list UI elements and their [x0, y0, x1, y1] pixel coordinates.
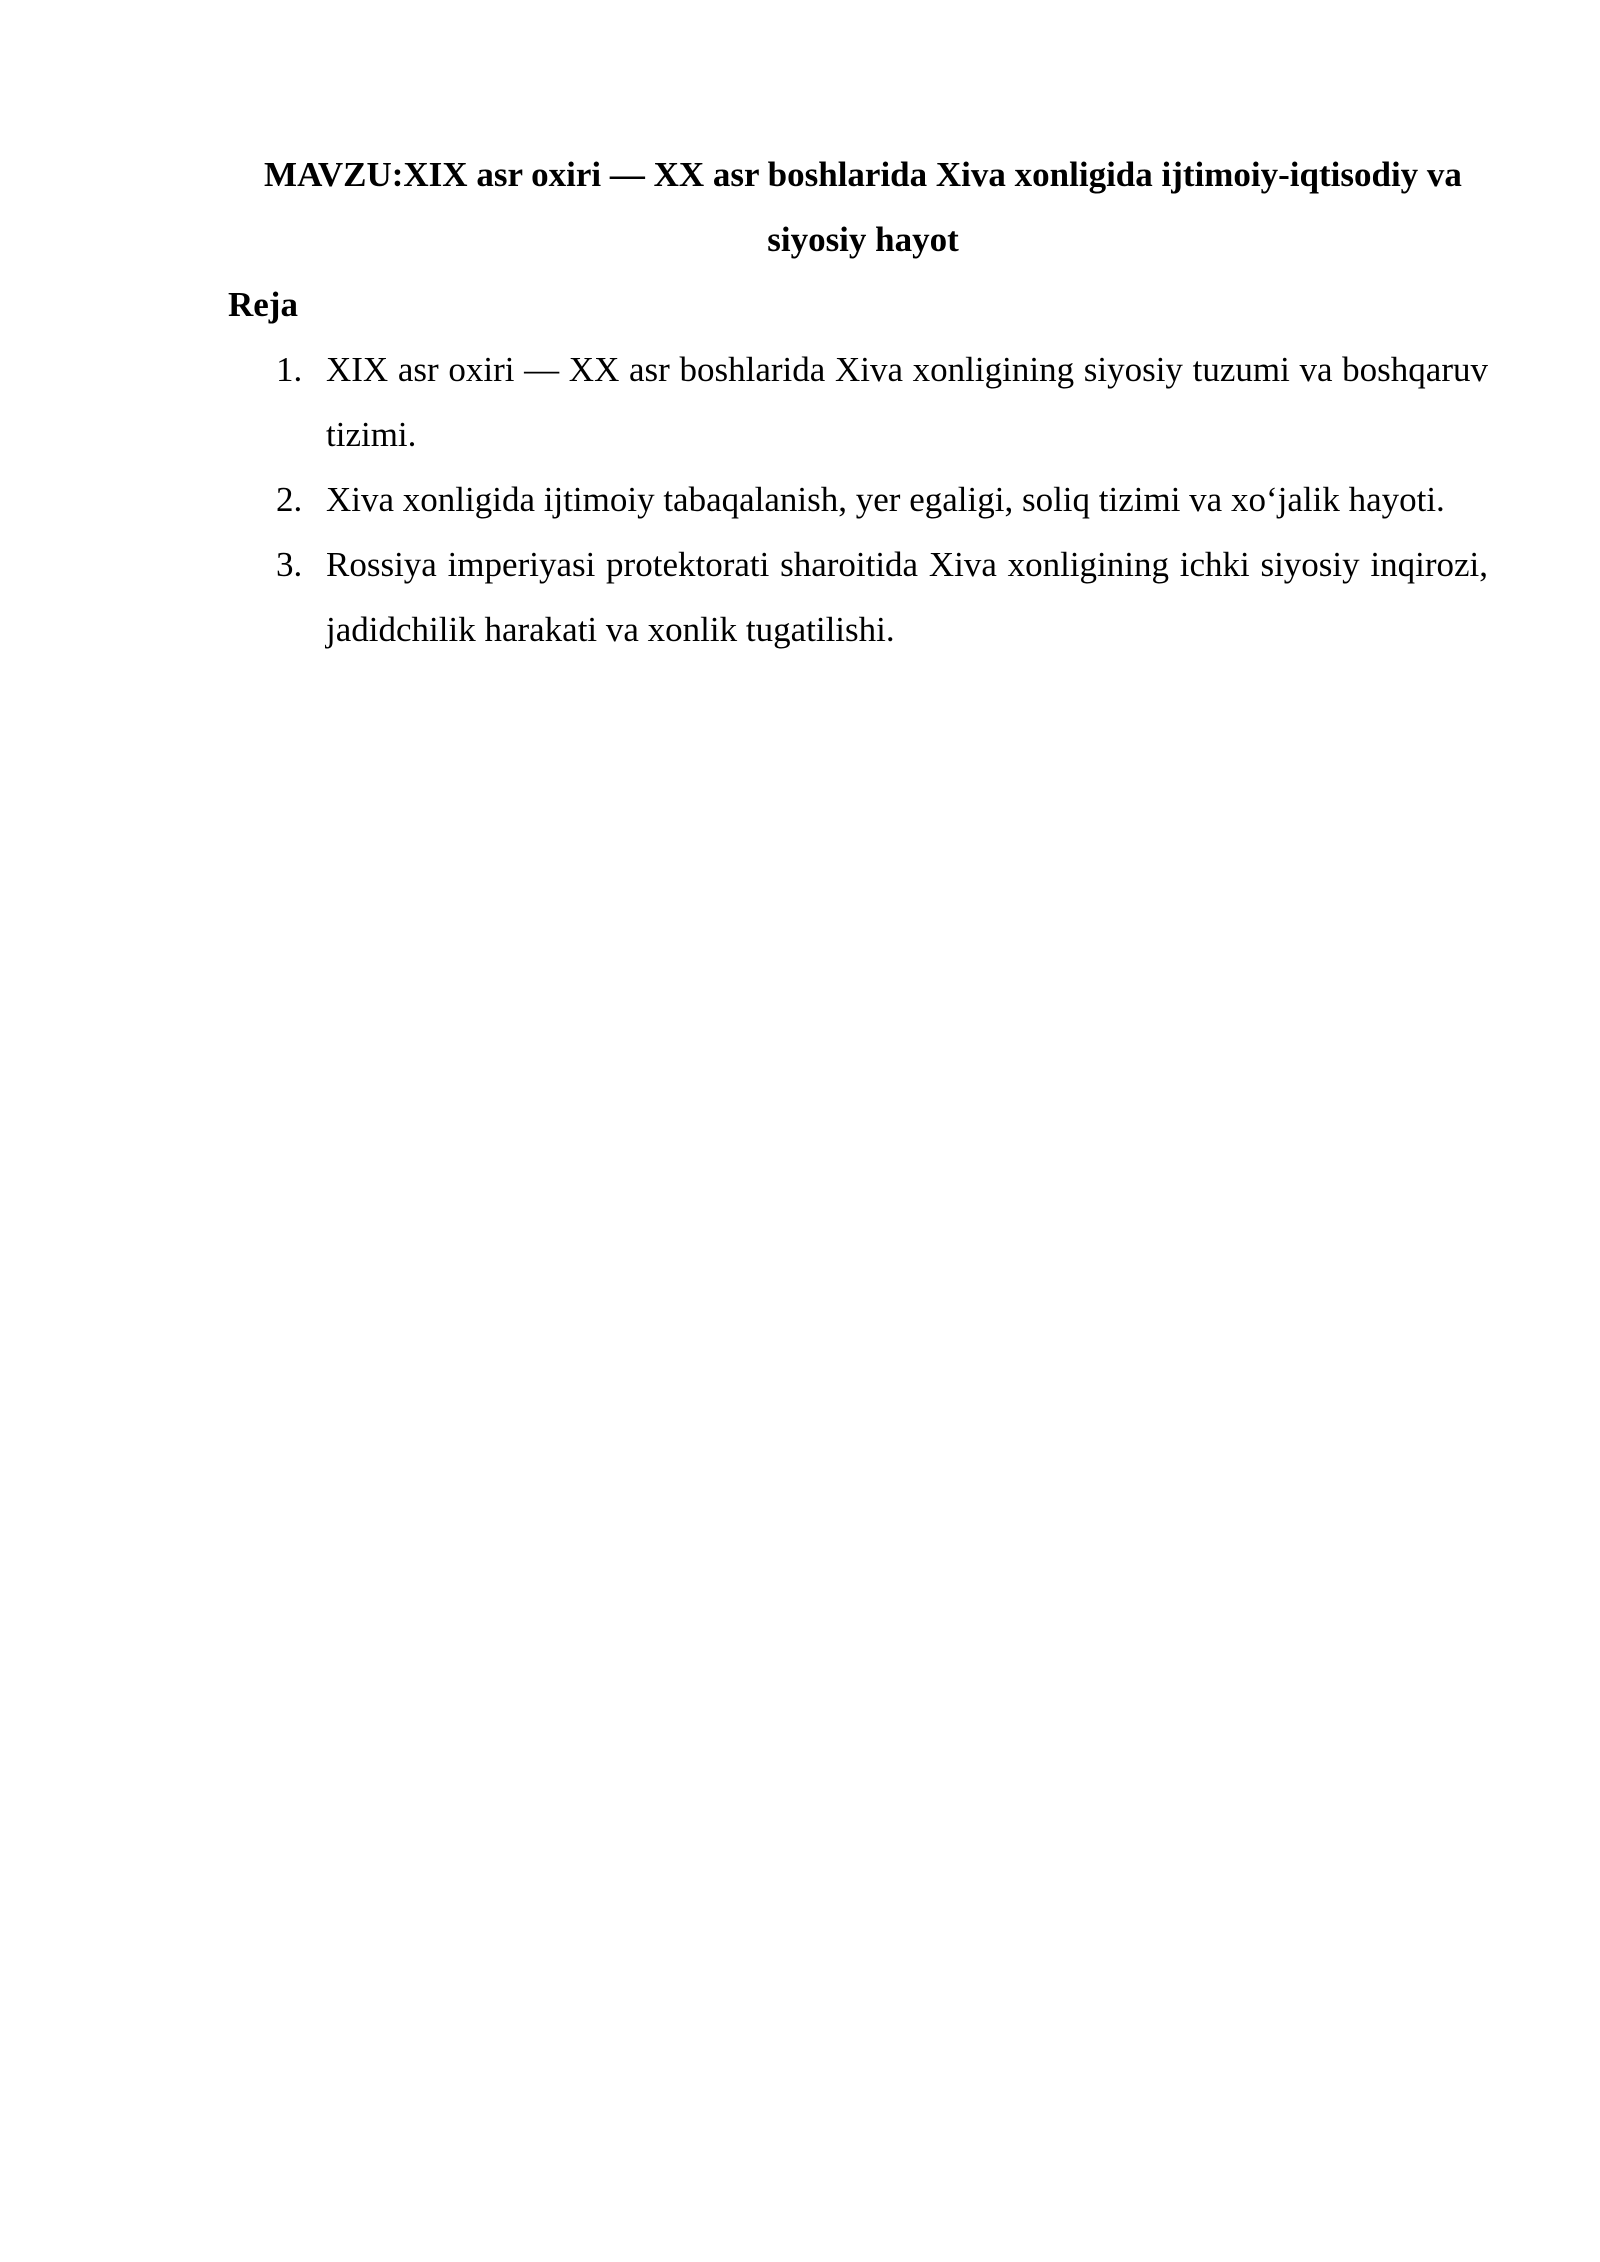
- plan-item-text: XIX asr oxiri — XX asr boshlarida Xiva xonligining siyosiy tuzumi va boshqaruv tizimi.: [326, 350, 1488, 454]
- plan-item: [228, 467, 1488, 532]
- plan-item-text: Rossiya imperiyasi protektorati sharoitida Xiva xonligining ichki siyosiy inqirozi, jadidchilik harakati va xonlik tugatilishi.: [326, 545, 1488, 649]
- plan-item-number: 1.: [276, 350, 303, 389]
- plan-item-text: Xiva xonligida ijtimoiy tabaqalanish, yer egaligi, soliq tizimi va xo‘jalik hayoti.: [326, 480, 1445, 519]
- plan-item: [228, 532, 1488, 662]
- plan-item: [228, 337, 1488, 467]
- plan-heading: Reja: [228, 285, 298, 324]
- document-content: [228, 142, 1488, 662]
- plan-list: [228, 337, 1488, 662]
- plan-item-number: 3.: [276, 545, 303, 584]
- plan-item-number: 2.: [276, 480, 303, 519]
- document-title: MAVZU:XIX asr oxiri — XX asr boshlarida Xiva xonligida ijtimoiy-iqtisodiy va siyosiy hayot: [264, 155, 1462, 259]
